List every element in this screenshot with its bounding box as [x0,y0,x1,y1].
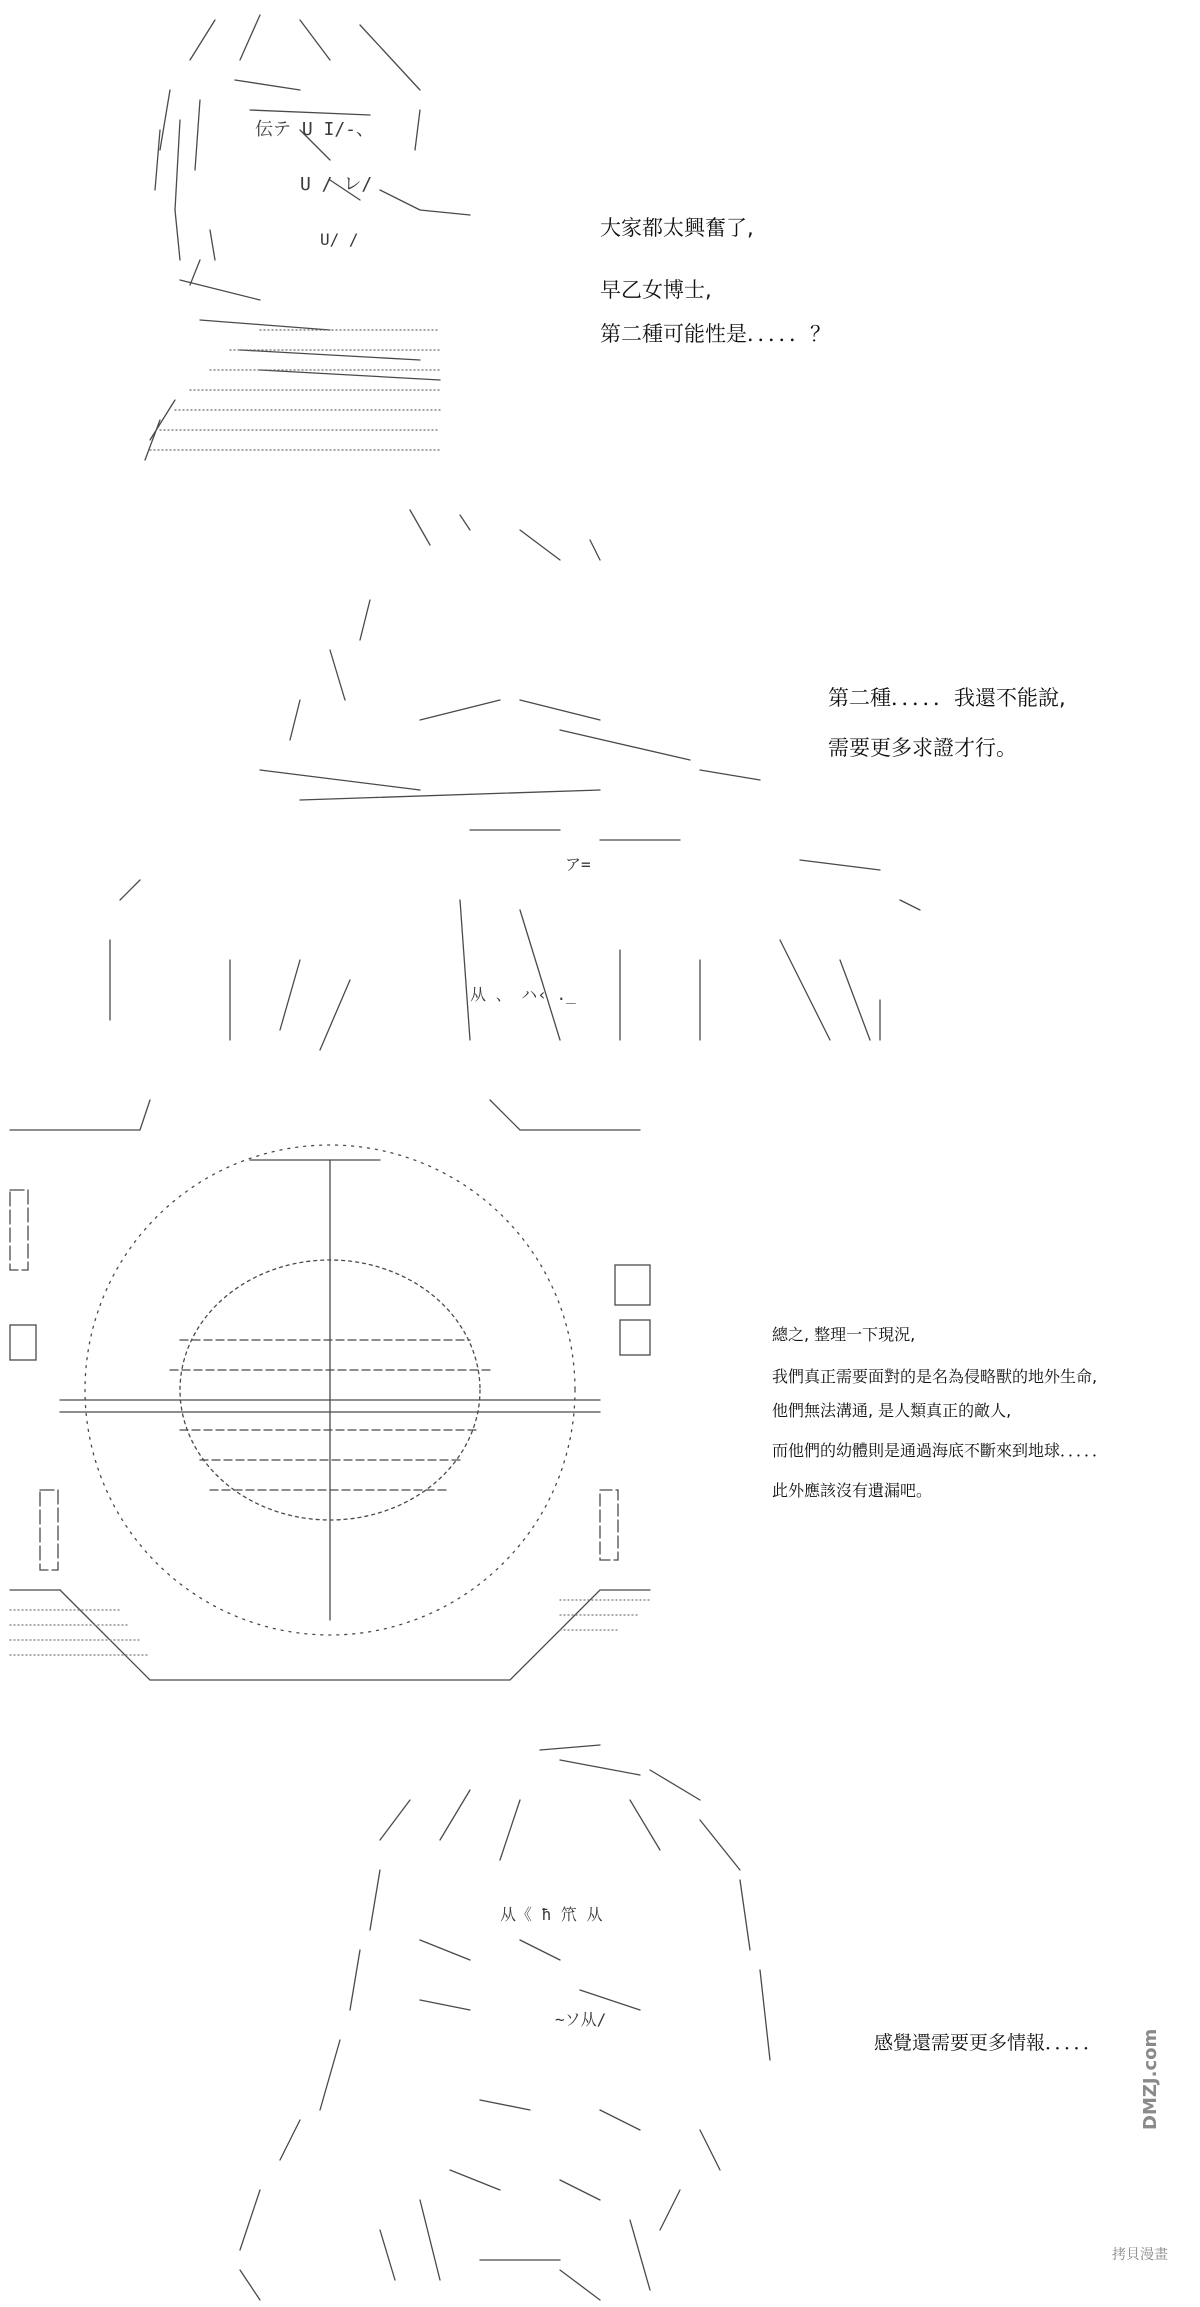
caption-panel-3-line-4: 而他們的幼體則是通過海底不斷來到地球．．．．． [772,1441,1109,1460]
caption-panel-1-line-3: 第二種可能性是．．．．．？ [600,322,831,346]
caption-panel-2-line-1: 第二種．．．．．我還不能說, [828,686,1066,710]
caption-panel-1-line-2: 早乙女博士, [600,278,712,302]
svg-text:U/ /: U/ / [320,230,359,249]
planet-sphere-art [10,1145,650,1680]
figure-doctor-art [145,15,470,460]
svg-text:~ソ从/: ~ソ从/ [555,2010,607,2029]
caption-panel-3-line-3: 他們無法溝通, 是人類真正的敵人, [772,1401,1012,1420]
dmzj-logo: DMZJ.com [1140,2028,1161,2130]
svg-text:U / レ/: U / レ/ [300,174,373,195]
figure-monster-art [10,510,920,1130]
ascii-glyph-texture [255,119,606,2029]
svg-text:从《 ħ 笊 从: 从《 ħ 笊 从 [500,1905,603,1924]
figure-girl-art [240,1745,770,2300]
svg-text:伝テ U I/-、: 伝テ U I/-、 [255,119,375,140]
caption-panel-2-line-2: 需要更多求證才行。 [828,736,1017,760]
caption-panel-3-line-1: 總之, 整理一下現況, [772,1325,916,1344]
watermark-text: 拷貝漫畫 [1112,2247,1168,2263]
caption-panel-1-line-1: 大家都太興奮了, [600,216,754,240]
svg-text:从 、 ハ‹ ._: 从 、 ハ‹ ._ [470,985,576,1004]
svg-text:ア=: ア= [565,855,591,874]
caption-panel-3-line-5: 此外應該沒有遺漏吧。 [772,1481,933,1500]
caption-panel-4-line-1: 感覺還需要更多情報．．．．． [874,2032,1103,2054]
caption-panel-3-line-2: 我們真正需要面對的是名為侵略獸的地外生命, [772,1367,1098,1386]
